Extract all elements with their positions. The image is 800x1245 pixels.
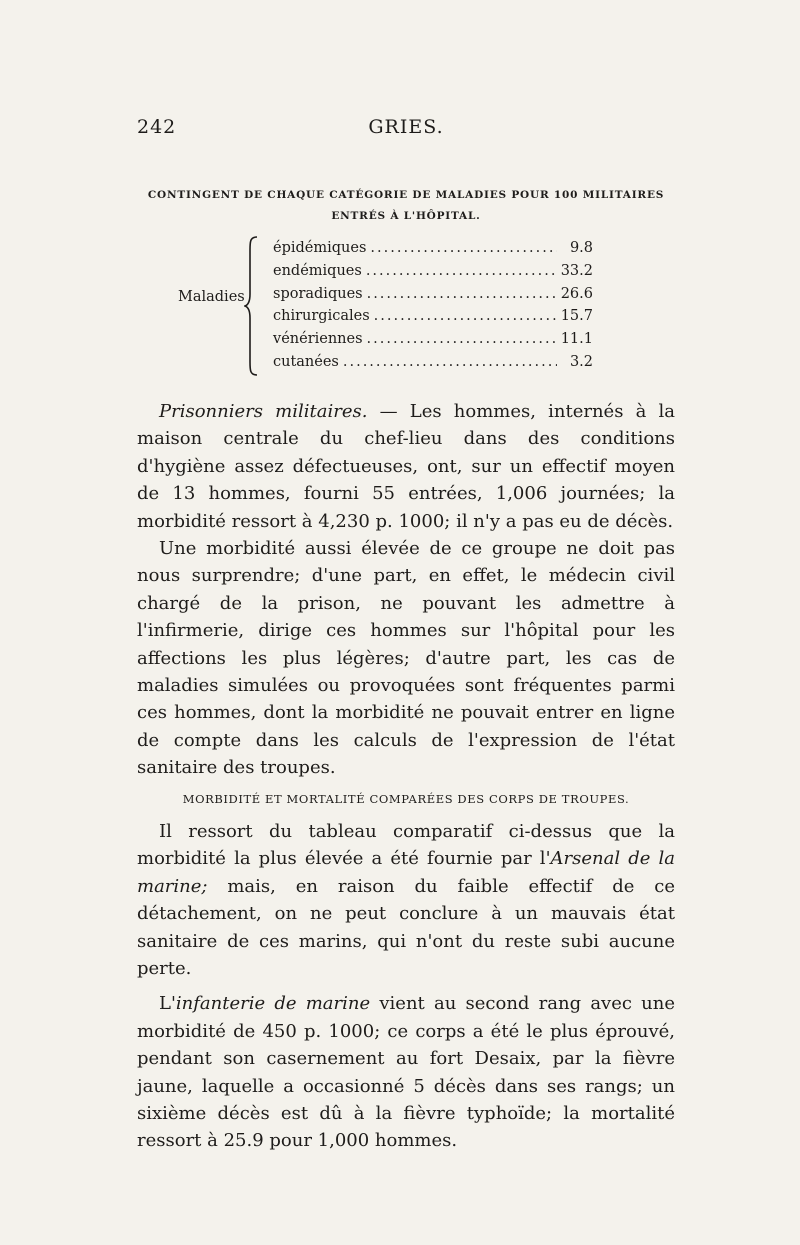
row-label: cutanées xyxy=(273,353,339,370)
table-row xyxy=(273,286,593,309)
row-label: endémiques xyxy=(273,262,362,279)
table-row xyxy=(273,354,593,377)
body-text-upper xyxy=(137,398,675,782)
paragraph-arsenal xyxy=(137,818,675,982)
paragraph-text: vient au second rang avec une morbidité de 450 p. 1000; ce corps a été le plus éprouvé, pendant son casernement au fort Desaix, par la fièvre jaune, laquelle a occasionné 5 décès dans ses rangs; un sixième décès est dû à la fièvre typhoïde; la mortalité ressort à 25.9 pour 1,000 hommes. xyxy=(137,993,676,1152)
paragraph-text: Il ressort du tableau comparatif ci-dessus que la morbidité la plus élevée a été fournie par l' xyxy=(137,821,675,870)
dot-leader xyxy=(367,286,557,302)
table-caption-line-1: CONTINGENT DE CHAQUE CATÉGORIE DE MALADIES POUR 100 MILITAIRES xyxy=(147,189,665,201)
row-label: chirurgicales xyxy=(273,308,370,325)
row-value: 9.8 xyxy=(569,240,593,256)
dot-leader xyxy=(370,240,557,256)
paragraph-lead: Prisonniers militaires. xyxy=(159,401,368,422)
table-row xyxy=(273,240,593,263)
row-label: sporadiques xyxy=(273,285,363,302)
dot-leader xyxy=(367,331,557,347)
section-heading: MORBIDITÉ ET MORTALITÉ COMPARÉES DES CORPS DE TROUPES. xyxy=(182,792,630,806)
dot-leader xyxy=(343,354,557,370)
dot-leader xyxy=(374,308,557,324)
table-row xyxy=(273,263,593,286)
row-label: vénériennes xyxy=(273,331,363,348)
paragraph-italic: infanterie de marine xyxy=(175,993,371,1015)
table-caption-line-2: ENTRÉS À L'HÔPITAL. xyxy=(331,210,481,222)
curly-brace xyxy=(244,236,260,376)
paragraph-italic: Arsenal de la marine; xyxy=(137,848,675,897)
dot-leader xyxy=(366,263,557,279)
row-value: 26.6 xyxy=(560,285,593,302)
body-text-lower xyxy=(137,818,675,1155)
row-value: 33.2 xyxy=(560,262,593,279)
row-value: 15.7 xyxy=(560,308,593,325)
paragraph-text: L' xyxy=(159,993,176,1015)
table-row xyxy=(273,331,593,354)
paragraph-prisonniers xyxy=(137,398,675,535)
disease-table xyxy=(273,240,593,377)
paragraph-morbidite: Une morbidité aussi élevée de ce groupe ne doit pas nous surprendre; d'une part, en effet, le médecin civil chargé de la prison, ne pouvant les admettre à l'infirmerie, dirige ces hommes sur l'hôpital pour les affections les plus légères; d'autre part, les cas de maladies simulées ou provoquées sont fréquentes parmi ces hommes, dont la morbidité ne pouvait entrer en ligne de compte dans les calculs de l'expression de l'état sanitaire des troupes. xyxy=(137,538,675,779)
row-value: 3.2 xyxy=(569,353,593,370)
table-row xyxy=(273,308,593,331)
table-group-label: Maladies xyxy=(178,289,245,305)
row-value: 11.1 xyxy=(560,331,593,348)
running-title: GRIES. xyxy=(368,116,444,138)
paragraph-text: mais, en raison du faible effectif de ce détachement, on ne peut conclure à un mauvais état sanitaire de ces marins, qui n'ont du reste subi aucune perte. xyxy=(137,875,675,980)
paragraph-text: — Les hommes, internés à la maison centrale du chef-lieu dans des conditions d'hygiène assez défectueuses, ont, sur un effectif moyen de 13 hommes, fourni 55 entrées, 1,006 journées; la morbidité ressort à 4,230 p. 1000; il n'y a pas eu de décès. xyxy=(137,401,675,532)
paragraph-infanterie xyxy=(137,990,675,1154)
row-label: épidémiques xyxy=(273,240,367,256)
page-number: 242 xyxy=(137,116,177,138)
